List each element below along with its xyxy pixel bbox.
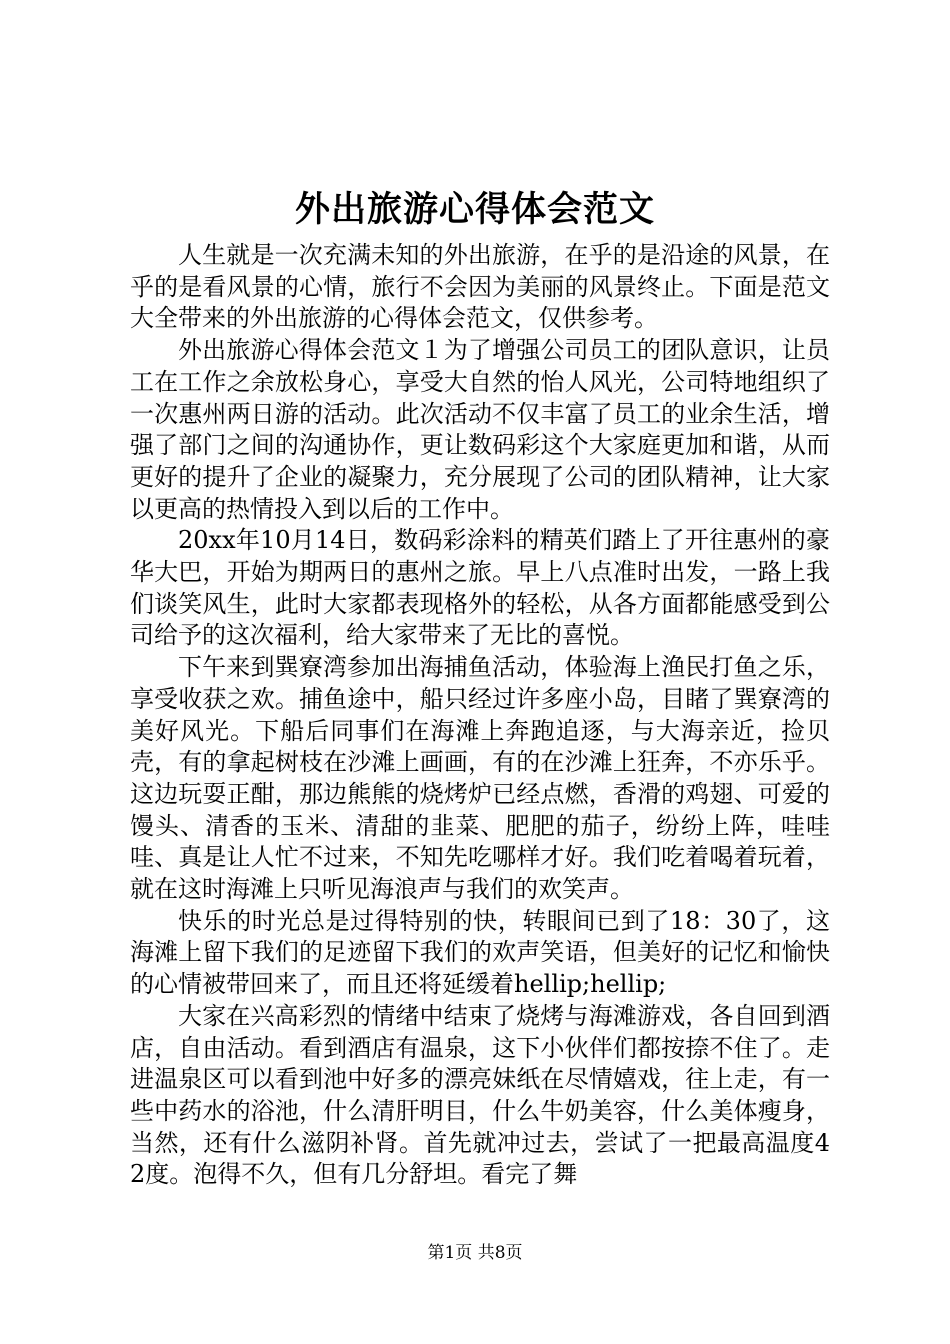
document-title: 外出旅游心得体会范文: [294, 189, 655, 230]
document-body: [130, 240, 830, 1191]
paragraph: 快乐的时光总是过得特别的快，转眼间已到了18：30了，这海滩上留下我们的足迹留下我们的欢声笑语，但美好的记忆和愉快的心情被带回来了，而且还将延缓着hellip;hellip;: [130, 906, 830, 999]
paragraph: 人生就是一次充满未知的外出旅游，在乎的是沿途的风景，在乎的是看风景的心情，旅行不会因为美丽的风景终止。下面是范文大全带来的外出旅游的心得体会范文，仅供参考。: [130, 241, 830, 333]
page-footer: 第1页 共8页: [427, 1243, 523, 1263]
paragraph: 外出旅游心得体会范文１为了增强公司员工的团队意识，让员工在工作之余放松身心，享受大自然的怡人风光，公司特地组织了一次惠州两日游的活动。此次活动不仅丰富了员工的业余生活，增强了部门之间的沟通协作，更让数码彩这个大家庭更加和谐，从而更好的提升了企业的凝聚力，充分展现了公司的团队精神，让大家以更高的热情投入到以后的工作中。: [130, 336, 830, 523]
paragraph: 大家在兴高彩烈的情绪中结束了烧烤与海滩游戏，各自回到酒店，自由活动。看到酒店有温泉，这下小伙伴们都按捺不住了。走进温泉区可以看到池中好多的漂亮妹纸在尽情嬉戏，往上走，有一些中药水的浴池，什么清肝明目，什么牛奶美容，什么美体瘦身，当然，还有什么滋阴补肾。首先就冲过去，尝试了一把最高温度42度。泡得不久，但有几分舒坦。看完了舞: [130, 1001, 830, 1189]
paragraph: 下午来到巽寮湾参加出海捕鱼活动，体验海上渔民打鱼之乐，享受收获之欢。捕鱼途中，船只经过许多座小岛，目睹了巽寮湾的美好风光。下船后同事们在海滩上奔跑追逐，与大海亲近，捡贝壳，有的拿起树枝在沙滩上画画，有的在沙滩上狂奔，不亦乐乎。这边玩耍正酣，那边熊熊的烧烤炉已经点燃，香滑的鸡翅、可爱的馒头、清香的玉米、清甜的韭菜、肥肥的茄子，纷纷上阵，哇哇哇、真是让人忙不过来，不知先吃哪样才好。我们吃着喝着玩着，就在这时海滩上只听见海浪声与我们的欢笑声。: [130, 653, 830, 904]
paragraph: 20xx年10月14日，数码彩涂料的精英们踏上了开往惠州的豪华大巴，开始为期两日的惠州之旅。早上八点准时出发，一路上我们谈笑风生，此时大家都表现格外的轻松，从各方面都能感受到公司给予的这次福利，给大家带来了无比的喜悦。: [130, 526, 830, 650]
